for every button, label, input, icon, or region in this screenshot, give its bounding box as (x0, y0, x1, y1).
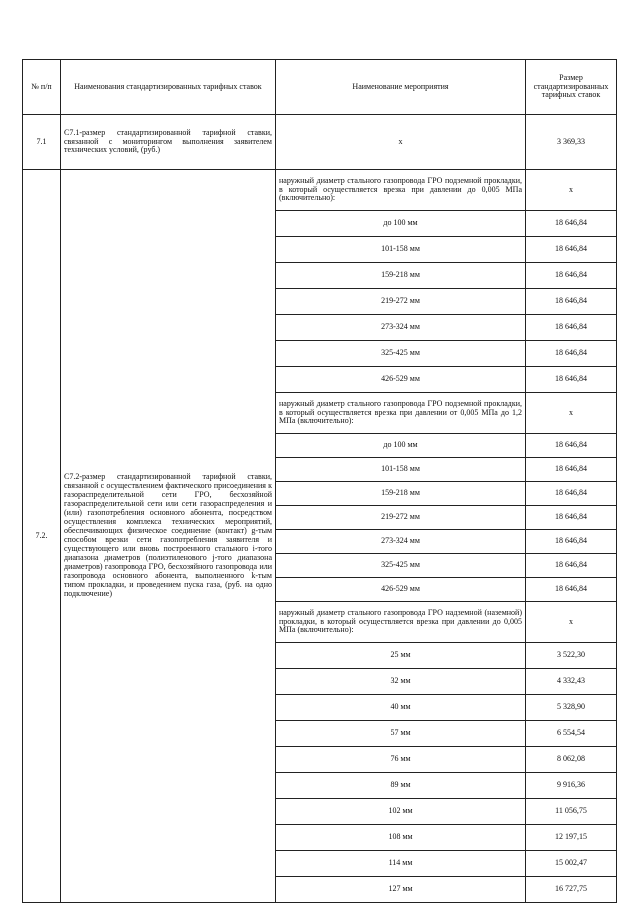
diameter-label: 159-218 мм (276, 482, 526, 506)
row71-num: 7.1 (23, 115, 61, 170)
header-size: Размер стандартизированных тарифных ставок (526, 60, 617, 115)
group-header-label: наружный диаметр стального газопровода ГРО надземной (наземной) прокладки, в который осуществляется врезка при давлении до 0,005 МПа (включительно): (276, 602, 526, 643)
table-header-row (23, 60, 617, 115)
tariff-value: 18 646,84 (526, 237, 617, 263)
tariff-value: 18 646,84 (526, 211, 617, 237)
tariff-value: 18 646,84 (526, 315, 617, 341)
diameter-label: 219-272 мм (276, 289, 526, 315)
row72-num: 7.2. (23, 170, 61, 903)
tariff-table (22, 59, 617, 903)
tariff-value: 4 332,43 (526, 669, 617, 695)
group-header-value: х (526, 393, 617, 434)
row71-value: 3 369,33 (526, 115, 617, 170)
tariff-value: 9 916,36 (526, 773, 617, 799)
diameter-label: 40 мм (276, 695, 526, 721)
tariff-value: 5 328,90 (526, 695, 617, 721)
group-header-value: х (526, 602, 617, 643)
tariff-value: 18 646,84 (526, 458, 617, 482)
tariff-value: 18 646,84 (526, 506, 617, 530)
tariff-value: 18 646,84 (526, 554, 617, 578)
diameter-label: 325-425 мм (276, 341, 526, 367)
tariff-value: 18 646,84 (526, 367, 617, 393)
row71-name: С7.1-размер стандартизированной тарифной ставки, связанной с мониторингом выполнения заявителем технических условий, (руб.) (61, 115, 276, 170)
header-event: Наименование мероприятия (276, 60, 526, 115)
tariff-value: 11 056,75 (526, 799, 617, 825)
group-header-row (23, 170, 617, 211)
diameter-label: 426-529 мм (276, 578, 526, 602)
diameter-label: до 100 мм (276, 434, 526, 458)
header-name: Наименования стандартизированных тарифных ставок (61, 60, 276, 115)
diameter-label: до 100 мм (276, 211, 526, 237)
diameter-label: 108 мм (276, 825, 526, 851)
tariff-value: 18 646,84 (526, 530, 617, 554)
diameter-label: 325-425 мм (276, 554, 526, 578)
table-row-7-1 (23, 115, 617, 170)
tariff-value: 16 727,75 (526, 877, 617, 903)
header-num: № п/п (23, 60, 61, 115)
diameter-label: 159-218 мм (276, 263, 526, 289)
diameter-label: 426-529 мм (276, 367, 526, 393)
tariff-value: 18 646,84 (526, 434, 617, 458)
row72-name: С7.2-размер стандартизированной тарифной ставки, связанной с осуществлением фактического присоединения к газораспределительной сети ГРО, бесхозяйной газораспределительной сети или сети газораспределения и (или) газопотребления основного абонента, посредством осуществления комплекса технических мероприятий, обеспечивающих физическое соединение (контакт) g-тым способом врезки сети газопотребления заявителя и существующего или вновь построенного стального i-того диапазона диаметров (полиэтиленового j-того диапазона диаметров) газопровода ГРО, бесхозяйного газопровода или газопровода основного абонента, выполненного k-тым типом прокладки, и проведением пуска газа, (руб. на одно подключение) (61, 170, 276, 903)
tariff-value: 3 522,30 (526, 643, 617, 669)
tariff-value: 8 062,08 (526, 747, 617, 773)
tariff-value: 6 554,54 (526, 721, 617, 747)
tariff-value: 12 197,15 (526, 825, 617, 851)
diameter-label: 219-272 мм (276, 506, 526, 530)
group-header-value: х (526, 170, 617, 211)
diameter-label: 101-158 мм (276, 458, 526, 482)
diameter-label: 273-324 мм (276, 315, 526, 341)
row71-event: х (276, 115, 526, 170)
diameter-label: 102 мм (276, 799, 526, 825)
diameter-label: 25 мм (276, 643, 526, 669)
tariff-value: 18 646,84 (526, 263, 617, 289)
diameter-label: 273-324 мм (276, 530, 526, 554)
diameter-label: 89 мм (276, 773, 526, 799)
tariff-value: 18 646,84 (526, 482, 617, 506)
tariff-value: 18 646,84 (526, 578, 617, 602)
group-header-label: наружный диаметр стального газопровода ГРО подземной прокладки, в который осуществляется врезка при давлении от 0,005 МПа до 1,2 МПа (включительно): (276, 393, 526, 434)
tariff-value: 18 646,84 (526, 289, 617, 315)
diameter-label: 101-158 мм (276, 237, 526, 263)
diameter-label: 114 мм (276, 851, 526, 877)
tariff-value: 15 002,47 (526, 851, 617, 877)
diameter-label: 76 мм (276, 747, 526, 773)
tariff-value: 18 646,84 (526, 341, 617, 367)
diameter-label: 127 мм (276, 877, 526, 903)
group-header-label: наружный диаметр стального газопровода ГРО подземной прокладки, в который осуществляется врезка при давлении до 0,005 МПа (включительно): (276, 170, 526, 211)
diameter-label: 57 мм (276, 721, 526, 747)
diameter-label: 32 мм (276, 669, 526, 695)
